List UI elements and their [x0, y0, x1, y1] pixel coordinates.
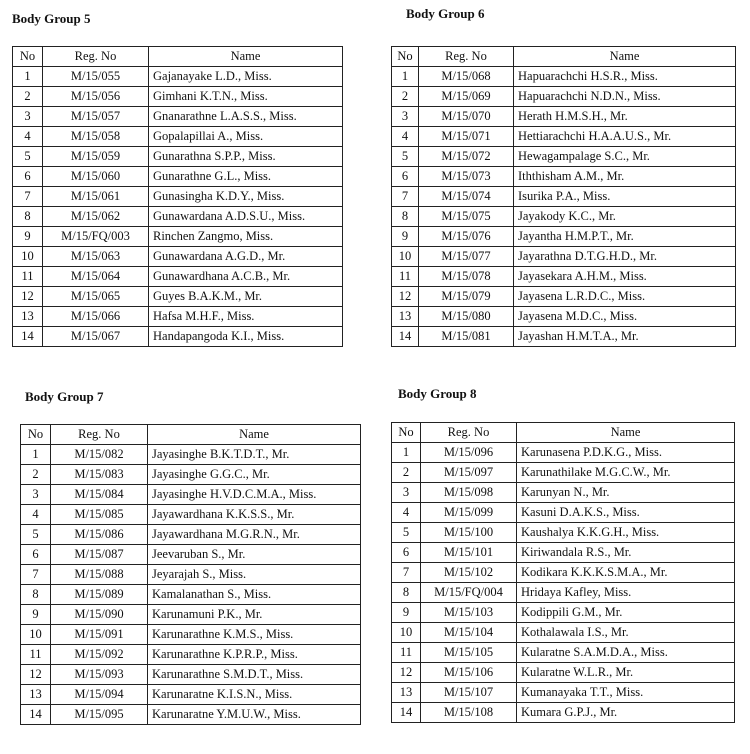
row-number: 10 [392, 247, 419, 267]
row-number: 13 [13, 307, 43, 327]
student-name: Gunawardana A.G.D., Mr. [149, 247, 343, 267]
header-no: No [21, 425, 51, 445]
reg-no: M/15/104 [421, 623, 517, 643]
row-number: 12 [13, 287, 43, 307]
table-row [21, 625, 361, 645]
table-row [392, 683, 735, 703]
row-number: 12 [392, 287, 419, 307]
table-row [13, 87, 343, 107]
reg-no: M/15/078 [419, 267, 514, 287]
row-number: 8 [13, 207, 43, 227]
row-number: 7 [392, 563, 421, 583]
table-row [13, 187, 343, 207]
table-row [21, 585, 361, 605]
row-number: 12 [21, 665, 51, 685]
table-row [392, 207, 736, 227]
row-number: 5 [13, 147, 43, 167]
student-name: Rinchen Zangmo, Miss. [149, 227, 343, 247]
row-number: 5 [392, 523, 421, 543]
student-name: Kularatne S.A.M.D.A., Miss. [517, 643, 735, 663]
table-row [13, 147, 343, 167]
header-reg-no: Reg. No [43, 47, 149, 67]
reg-no: M/15/093 [51, 665, 148, 685]
row-number: 7 [13, 187, 43, 207]
reg-no: M/15/061 [43, 187, 149, 207]
reg-no: M/15/072 [419, 147, 514, 167]
reg-no: M/15/070 [419, 107, 514, 127]
student-name: Karunamuni P.K., Mr. [148, 605, 361, 625]
table-row [21, 685, 361, 705]
table-row [392, 147, 736, 167]
reg-no: M/15/108 [421, 703, 517, 723]
reg-no: M/15/067 [43, 327, 149, 347]
row-number: 2 [13, 87, 43, 107]
student-name: Jayashan H.M.T.A., Mr. [514, 327, 736, 347]
reg-no: M/15/080 [419, 307, 514, 327]
table-row [392, 443, 735, 463]
row-number: 8 [392, 583, 421, 603]
table-row [21, 605, 361, 625]
table-row [392, 127, 736, 147]
student-name: Gunarathne G.L., Miss. [149, 167, 343, 187]
table-row [13, 227, 343, 247]
student-name: Gunawardana A.D.S.U., Miss. [149, 207, 343, 227]
row-number: 5 [392, 147, 419, 167]
row-number: 9 [13, 227, 43, 247]
reg-no: M/15/073 [419, 167, 514, 187]
student-name: Iththisham A.M., Mr. [514, 167, 736, 187]
row-number: 1 [392, 443, 421, 463]
row-number: 14 [21, 705, 51, 725]
row-number: 3 [13, 107, 43, 127]
row-number: 14 [392, 327, 419, 347]
table-row [13, 207, 343, 227]
header-name: Name [517, 423, 735, 443]
student-name: Karunathilake M.G.C.W., Mr. [517, 463, 735, 483]
student-name: Jayasekara A.H.M., Miss. [514, 267, 736, 287]
header-name: Name [149, 47, 343, 67]
table-row [21, 485, 361, 505]
reg-no: M/15/068 [419, 67, 514, 87]
row-number: 14 [13, 327, 43, 347]
row-number: 13 [392, 683, 421, 703]
table-row [392, 583, 735, 603]
table-header-row [392, 47, 736, 67]
reg-no: M/15/058 [43, 127, 149, 147]
student-name: Jeevaruban S., Mr. [148, 545, 361, 565]
student-name: Gunasingha K.D.Y., Miss. [149, 187, 343, 207]
reg-no: M/15/062 [43, 207, 149, 227]
header-name: Name [148, 425, 361, 445]
student-name: Kumanayaka T.T., Miss. [517, 683, 735, 703]
student-name: Karunyan N., Mr. [517, 483, 735, 503]
table-row [21, 445, 361, 465]
row-number: 3 [392, 107, 419, 127]
student-name: Kumara G.P.J., Mr. [517, 703, 735, 723]
reg-no: M/15/106 [421, 663, 517, 683]
table-header-row [13, 47, 343, 67]
table-row [13, 107, 343, 127]
reg-no: M/15/097 [421, 463, 517, 483]
reg-no: M/15/085 [51, 505, 148, 525]
reg-no: M/15/064 [43, 267, 149, 287]
reg-no: M/15/082 [51, 445, 148, 465]
student-table [391, 46, 736, 347]
table-row [13, 247, 343, 267]
table-row [21, 705, 361, 725]
reg-no: M/15/100 [421, 523, 517, 543]
student-name: Gimhani K.T.N., Miss. [149, 87, 343, 107]
table-row [21, 465, 361, 485]
student-name: Jayasinghe H.V.D.C.M.A., Miss. [148, 485, 361, 505]
table-row [392, 327, 736, 347]
row-number: 4 [392, 503, 421, 523]
student-name: Jeyarajah S., Miss. [148, 565, 361, 585]
row-number: 4 [21, 505, 51, 525]
row-number: 7 [21, 565, 51, 585]
student-name: Karunarathne K.P.R.P., Miss. [148, 645, 361, 665]
table-header-row [21, 425, 361, 445]
table-row [392, 167, 736, 187]
reg-no: M/15/091 [51, 625, 148, 645]
group-title: Body Group 6 [406, 6, 485, 21]
reg-no: M/15/076 [419, 227, 514, 247]
row-number: 9 [21, 605, 51, 625]
reg-no: M/15/071 [419, 127, 514, 147]
group-title: Body Group 5 [12, 11, 91, 26]
reg-no: M/15/FQ/004 [421, 583, 517, 603]
student-name: Karunaratne K.I.S.N., Miss. [148, 685, 361, 705]
row-number: 8 [21, 585, 51, 605]
student-name: Karunarathne K.M.S., Miss. [148, 625, 361, 645]
reg-no: M/15/101 [421, 543, 517, 563]
student-name: Jayawardhana K.K.S.S., Mr. [148, 505, 361, 525]
reg-no: M/15/095 [51, 705, 148, 725]
row-number: 2 [21, 465, 51, 485]
reg-no: M/15/081 [419, 327, 514, 347]
student-name: Gnanarathne L.A.S.S., Miss. [149, 107, 343, 127]
table-row [392, 663, 735, 683]
reg-no: M/15/066 [43, 307, 149, 327]
row-number: 4 [392, 127, 419, 147]
student-name: Kodippili G.M., Mr. [517, 603, 735, 623]
row-number: 3 [392, 483, 421, 503]
row-number: 11 [21, 645, 51, 665]
reg-no: M/15/055 [43, 67, 149, 87]
student-name: Guyes B.A.K.M., Mr. [149, 287, 343, 307]
row-number: 4 [13, 127, 43, 147]
row-number: 6 [392, 167, 419, 187]
table-row [392, 483, 735, 503]
row-number: 6 [13, 167, 43, 187]
table-row [21, 665, 361, 685]
table-row [392, 287, 736, 307]
header-no: No [392, 47, 419, 67]
table-row [392, 247, 736, 267]
student-name: Hewagampalage S.C., Mr. [514, 147, 736, 167]
table-row [392, 463, 735, 483]
reg-no: M/15/094 [51, 685, 148, 705]
student-name: Hapuarachchi H.S.R., Miss. [514, 67, 736, 87]
reg-no: M/15/083 [51, 465, 148, 485]
header-no: No [13, 47, 43, 67]
row-number: 6 [392, 543, 421, 563]
reg-no: M/15/056 [43, 87, 149, 107]
table-row [13, 287, 343, 307]
reg-no: M/15/107 [421, 683, 517, 703]
table-row [13, 267, 343, 287]
student-name: Jayasena L.R.D.C., Miss. [514, 287, 736, 307]
row-number: 1 [21, 445, 51, 465]
group-title: Body Group 7 [25, 389, 104, 404]
reg-no: M/15/069 [419, 87, 514, 107]
table-row [21, 565, 361, 585]
reg-no: M/15/059 [43, 147, 149, 167]
table-header-row [392, 423, 735, 443]
student-name: Handapangoda K.I., Miss. [149, 327, 343, 347]
table-row [392, 67, 736, 87]
student-name: Gunawardhana A.C.B., Mr. [149, 267, 343, 287]
table-row [13, 307, 343, 327]
student-name: Jayasena M.D.C., Miss. [514, 307, 736, 327]
row-number: 5 [21, 525, 51, 545]
reg-no: M/15/096 [421, 443, 517, 463]
row-number: 8 [392, 207, 419, 227]
row-number: 11 [13, 267, 43, 287]
reg-no: M/15/087 [51, 545, 148, 565]
student-name: Karunasena P.D.K.G., Miss. [517, 443, 735, 463]
reg-no: M/15/079 [419, 287, 514, 307]
student-name: Hapuarachchi N.D.N., Miss. [514, 87, 736, 107]
student-name: Hafsa M.H.F., Miss. [149, 307, 343, 327]
reg-no: M/15/065 [43, 287, 149, 307]
row-number: 10 [13, 247, 43, 267]
table-row [392, 603, 735, 623]
reg-no: M/15/063 [43, 247, 149, 267]
student-name: Herath H.M.S.H., Mr. [514, 107, 736, 127]
student-name: Jayawardhana M.G.R.N., Mr. [148, 525, 361, 545]
table-row [392, 643, 735, 663]
row-number: 12 [392, 663, 421, 683]
row-number: 14 [392, 703, 421, 723]
header-reg-no: Reg. No [421, 423, 517, 443]
row-number: 13 [392, 307, 419, 327]
table-row [392, 563, 735, 583]
reg-no: M/15/074 [419, 187, 514, 207]
reg-no: M/15/102 [421, 563, 517, 583]
student-name: Gopalapillai A., Miss. [149, 127, 343, 147]
table-row [21, 505, 361, 525]
table-row [392, 523, 735, 543]
header-reg-no: Reg. No [51, 425, 148, 445]
table-row [392, 623, 735, 643]
student-name: Kodikara K.K.K.S.M.A., Mr. [517, 563, 735, 583]
header-no: No [392, 423, 421, 443]
reg-no: M/15/088 [51, 565, 148, 585]
reg-no: M/15/060 [43, 167, 149, 187]
reg-no: M/15/057 [43, 107, 149, 127]
header-name: Name [514, 47, 736, 67]
reg-no: M/15/075 [419, 207, 514, 227]
student-name: Jayarathna D.T.G.H.D., Mr. [514, 247, 736, 267]
reg-no: M/15/FQ/003 [43, 227, 149, 247]
student-name: Jayasinghe G.G.C., Mr. [148, 465, 361, 485]
row-number: 13 [21, 685, 51, 705]
student-name: Isurika P.A., Miss. [514, 187, 736, 207]
table-row [13, 167, 343, 187]
reg-no: M/15/084 [51, 485, 148, 505]
student-table [391, 422, 735, 723]
student-name: Jayantha H.M.P.T., Mr. [514, 227, 736, 247]
row-number: 7 [392, 187, 419, 207]
student-table [20, 424, 361, 725]
row-number: 11 [392, 267, 419, 287]
table-row [392, 543, 735, 563]
row-number: 2 [392, 87, 419, 107]
reg-no: M/15/086 [51, 525, 148, 545]
student-name: Kasuni D.A.K.S., Miss. [517, 503, 735, 523]
row-number: 2 [392, 463, 421, 483]
table-row [21, 645, 361, 665]
reg-no: M/15/098 [421, 483, 517, 503]
student-name: Kularatne W.L.R., Mr. [517, 663, 735, 683]
student-name: Jayakody K.C., Mr. [514, 207, 736, 227]
table-row [13, 67, 343, 87]
reg-no: M/15/099 [421, 503, 517, 523]
row-number: 1 [13, 67, 43, 87]
table-row [392, 267, 736, 287]
student-name: Gunarathna S.P.P., Miss. [149, 147, 343, 167]
table-row [392, 503, 735, 523]
table-row [392, 87, 736, 107]
table-row [392, 227, 736, 247]
student-name: Karunaratne Y.M.U.W., Miss. [148, 705, 361, 725]
reg-no: M/15/092 [51, 645, 148, 665]
student-name: Jayasinghe B.K.T.D.T., Mr. [148, 445, 361, 465]
row-number: 6 [21, 545, 51, 565]
row-number: 9 [392, 227, 419, 247]
table-row [392, 107, 736, 127]
table-row [392, 307, 736, 327]
reg-no: M/15/090 [51, 605, 148, 625]
group-title: Body Group 8 [398, 386, 477, 401]
reg-no: M/15/105 [421, 643, 517, 663]
student-table [12, 46, 343, 347]
student-name: Kaushalya K.K.G.H., Miss. [517, 523, 735, 543]
table-row [13, 327, 343, 347]
table-row [13, 127, 343, 147]
table-row [21, 545, 361, 565]
table-row [21, 525, 361, 545]
student-name: Hridaya Kafley, Miss. [517, 583, 735, 603]
header-reg-no: Reg. No [419, 47, 514, 67]
row-number: 10 [21, 625, 51, 645]
table-row [392, 187, 736, 207]
student-name: Kamalanathan S., Miss. [148, 585, 361, 605]
row-number: 3 [21, 485, 51, 505]
table-row [392, 703, 735, 723]
student-name: Karunarathne S.M.D.T., Miss. [148, 665, 361, 685]
row-number: 1 [392, 67, 419, 87]
row-number: 9 [392, 603, 421, 623]
student-name: Kothalawala I.S., Mr. [517, 623, 735, 643]
row-number: 10 [392, 623, 421, 643]
row-number: 11 [392, 643, 421, 663]
reg-no: M/15/103 [421, 603, 517, 623]
student-name: Gajanayake L.D., Miss. [149, 67, 343, 87]
student-name: Hettiarachchi H.A.A.U.S., Mr. [514, 127, 736, 147]
student-name: Kiriwandala R.S., Mr. [517, 543, 735, 563]
reg-no: M/15/077 [419, 247, 514, 267]
reg-no: M/15/089 [51, 585, 148, 605]
